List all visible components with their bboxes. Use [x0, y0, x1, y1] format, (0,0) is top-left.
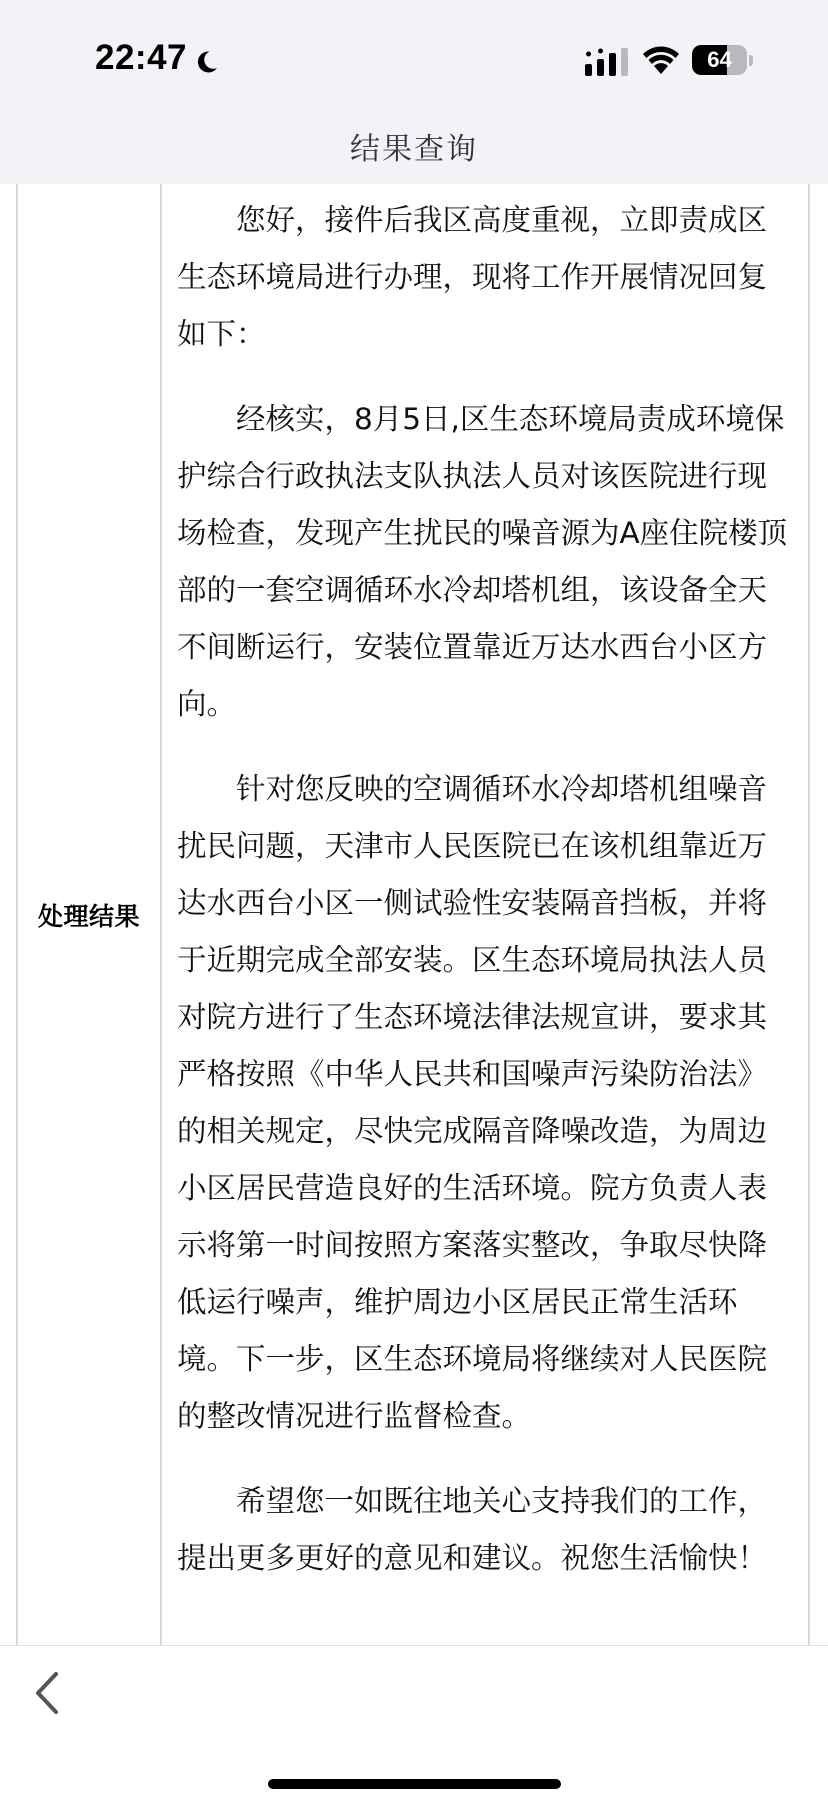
- chevron-left-icon[interactable]: [30, 1668, 70, 1718]
- bottom-toolbar: [0, 1645, 828, 1801]
- result-table[interactable]: [0, 184, 828, 1645]
- result-label: 处理结果: [37, 901, 140, 931]
- table-border-right: [808, 184, 810, 1645]
- paragraph: 针对您反映的空调循环水冷却塔机组噪音扰民问题，天津市人民医院已在该机组靠近万达水西台小区一侧试验性安装隔音挡板，并将于近期完成全部安装。区生态环境局执法人员对院方进行了生态环境法律法规宣讲，要求其严格按照《中华人民共和国噪声污染防治法》的相关规定，尽快完成隔音降噪改造，为周边小区居民营造良好的生活环境。院方负责人表示将第一时间按照方案落实整改，争取尽快降低运行噪声，维护周边小区居民正常生活环境。下一步，区生态环境局将继续对人民医院的整改情况进行监督检查。: [177, 772, 768, 1433]
- paragraph: 经核实，8月5日,区生态环境局责成环境保护综合行政执法支队执法人员对该医院进行现场检查，发现产生扰民的噪音源为A座住院楼顶部的一套空调循环水冷却塔机组，该设备全天不间断运行，安装位置靠近万达水西台小区方向。: [177, 402, 788, 721]
- table-divider: [160, 184, 162, 1645]
- page-title: 结果查询: [350, 132, 478, 167]
- battery-nub: [749, 55, 753, 66]
- battery-percent: 64: [707, 47, 732, 72]
- home-indicator[interactable]: [268, 1779, 561, 1789]
- wifi-icon: [643, 46, 679, 76]
- label-cell: [18, 184, 160, 1645]
- top-bar: [0, 0, 828, 184]
- paragraph: 希望您一如既往地关心支持我们的工作，提出更多更好的意见和建议。祝您生活愉快！: [177, 1484, 768, 1575]
- status-time: 22:47: [95, 38, 188, 77]
- moon-icon: [193, 49, 219, 75]
- result-content: [177, 192, 792, 1615]
- signal-icon: [585, 48, 629, 76]
- paragraph: 您好，接件后我区高度重视，立即责成区生态环境局进行办理，现将工作开展情况回复如下：: [177, 203, 768, 351]
- battery-indicator: [692, 45, 747, 75]
